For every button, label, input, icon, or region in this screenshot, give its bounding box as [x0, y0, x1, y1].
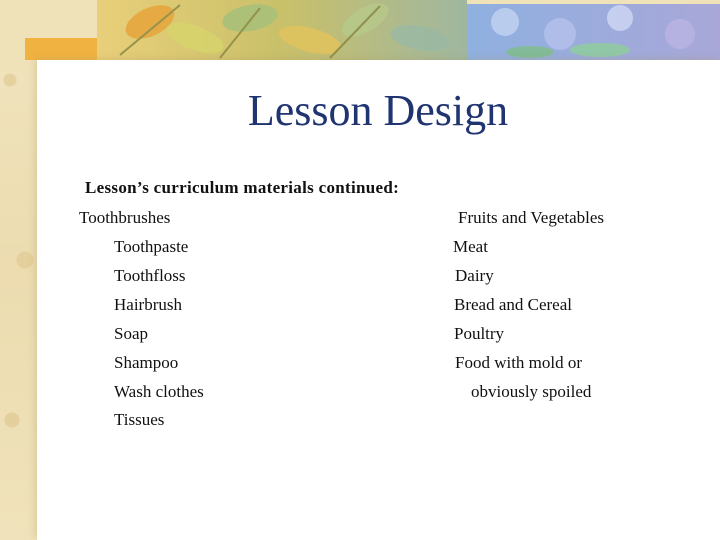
right-list-item: Dairy	[455, 266, 494, 285]
left-list-item: Toothpaste	[114, 237, 189, 256]
right-list-item: obviously spoiled	[471, 382, 592, 401]
right-list-item: Food with mold or	[455, 353, 583, 372]
left-list-item: Hairbrush	[114, 295, 182, 314]
left-list-item: Soap	[114, 324, 148, 343]
left-list-item: Toothbrushes	[79, 208, 171, 227]
right-list-item: Fruits and Vegetables	[458, 208, 605, 227]
slide-title: Lesson Design	[247, 86, 509, 135]
right-list-item: Bread and Cereal	[454, 295, 572, 314]
left-list-item: Shampoo	[114, 353, 179, 372]
right-list-item: Meat	[453, 237, 488, 256]
right-list-item: Poultry	[454, 324, 505, 343]
left-list-item: Wash clothes	[114, 382, 204, 401]
slide-subtitle: Lesson’s curriculum materials continued:	[85, 178, 400, 197]
left-list-item: Tissues	[114, 410, 165, 429]
left-list-item: Toothfloss	[114, 266, 186, 285]
parchment-texture	[0, 0, 40, 540]
